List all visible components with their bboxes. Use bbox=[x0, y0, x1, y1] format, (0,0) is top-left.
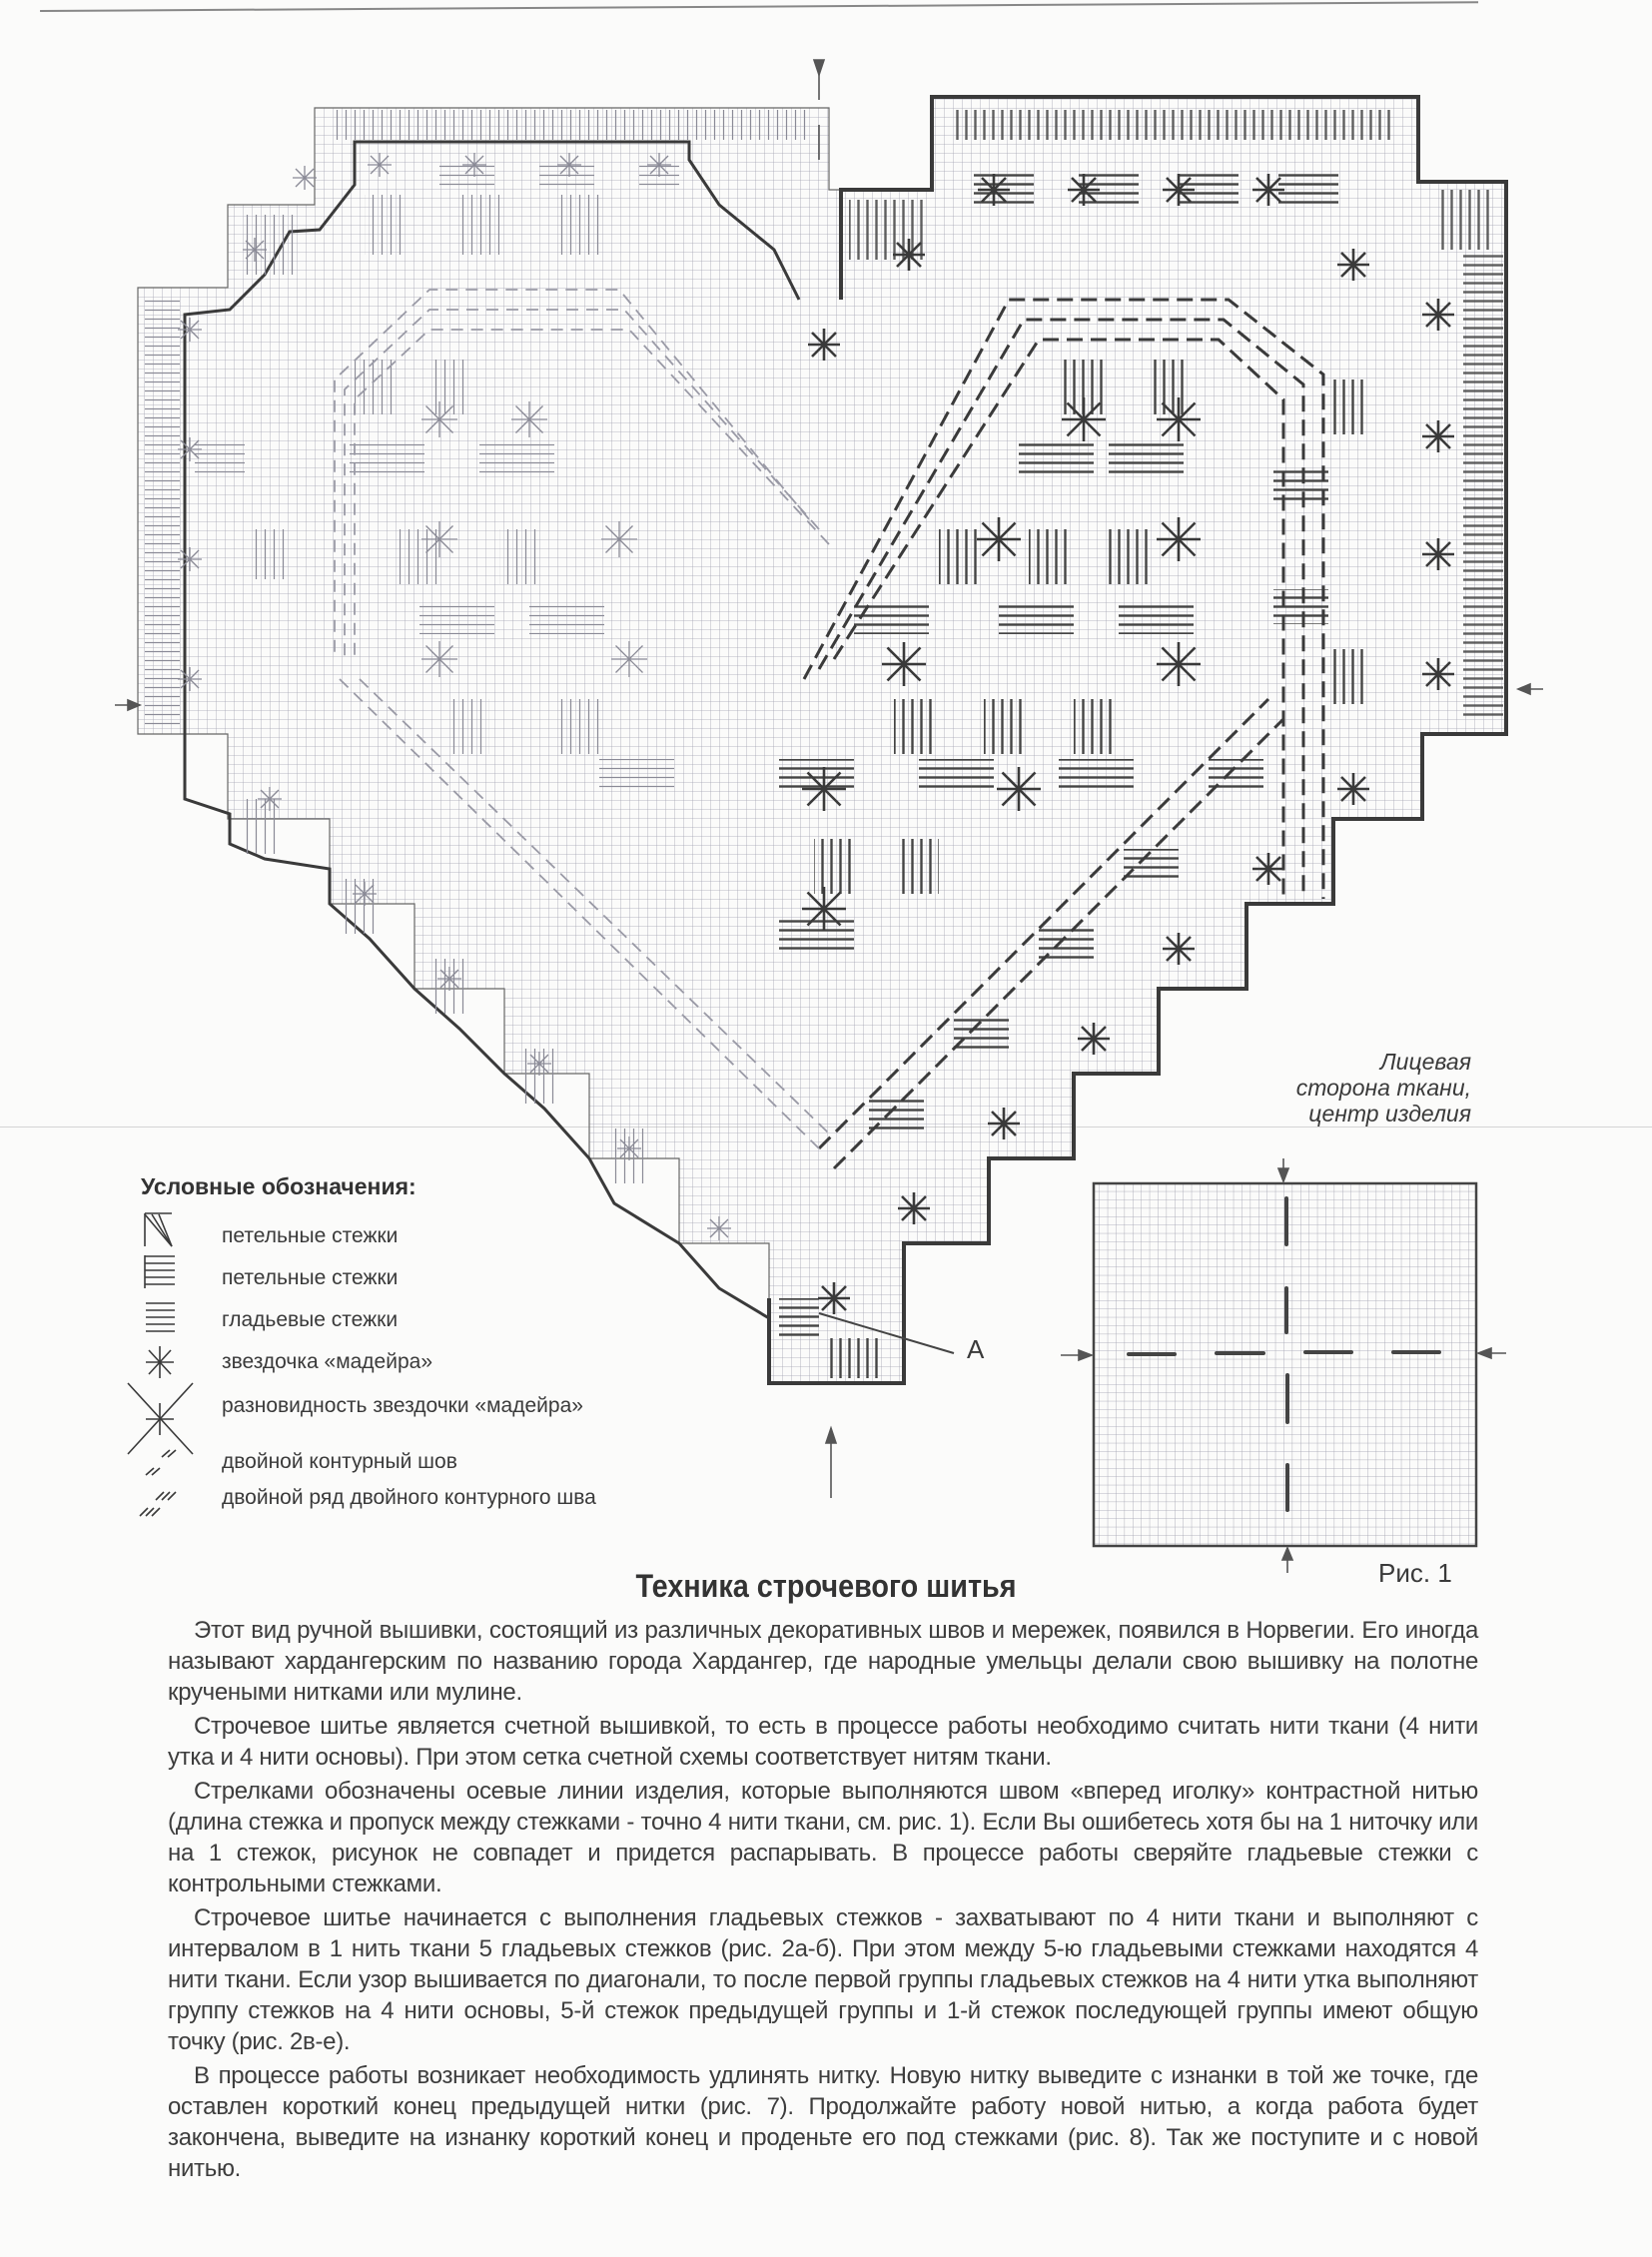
madeira-star-mark bbox=[898, 1192, 930, 1224]
madeira-star-mark bbox=[293, 166, 317, 190]
madeira-star-mark bbox=[437, 967, 461, 991]
madeira-star-mark bbox=[1422, 299, 1454, 331]
madeira-star-mark bbox=[893, 239, 925, 271]
caption-line: центр изделия bbox=[1308, 1101, 1471, 1127]
madeira-star-mark bbox=[178, 667, 202, 691]
madeira-star-mark bbox=[1337, 249, 1369, 281]
article-body bbox=[168, 1615, 1478, 2187]
caption-line: Лицевая bbox=[1379, 1049, 1471, 1075]
figure-1-grid bbox=[1061, 1158, 1506, 1573]
article-title: Техника строчевого шитья bbox=[635, 1568, 1017, 1604]
madeira-star-mark bbox=[1157, 397, 1201, 441]
madeira-star-mark bbox=[997, 767, 1041, 811]
madeira-star-mark bbox=[1157, 517, 1201, 561]
figure-1-caption bbox=[1229, 1049, 1471, 1127]
madeira-star-mark bbox=[1337, 773, 1369, 805]
figure-1-label: Рис. 1 bbox=[1378, 1558, 1452, 1588]
madeira-star-mark bbox=[1062, 397, 1106, 441]
madeira-star-mark bbox=[368, 153, 392, 177]
madeira-star-mark bbox=[557, 153, 581, 177]
madeira-star-mark bbox=[353, 882, 377, 906]
article-paragraph: Строчевое шитье является счетной вышивкой, то есть в процессе работы необходимо считать нити ткани (4 нити утка и 4 нити основы). При этом сетка счетной схемы соответствует нитям ткани. bbox=[168, 1713, 1478, 1771]
satin-stitch-icon bbox=[146, 1303, 175, 1331]
madeira-star-mark bbox=[818, 1282, 850, 1314]
madeira-star-mark bbox=[707, 1216, 731, 1240]
madeira-star-mark bbox=[1422, 420, 1454, 452]
madeira-star-mark bbox=[1078, 1023, 1110, 1055]
legend-item-madeira-star: звездочка «мадейра» bbox=[222, 1350, 433, 1373]
double-row-contour-icon bbox=[140, 1492, 176, 1516]
article-paragraph: Этот вид ручной вышивки, состоящий из различных декоративных швов и мережек, появился в Норвегии. Его иногда называют хардангерским по названию города Хардангер, где народные умельцы делали свою вышивку на полотне кручеными нитками или мулине. bbox=[168, 1617, 1478, 1706]
madeira-star-mark bbox=[611, 641, 647, 677]
double-contour-icon bbox=[146, 1450, 176, 1475]
madeira-star-variant-icon bbox=[128, 1383, 193, 1454]
madeira-star-mark bbox=[178, 437, 202, 461]
madeira-star-mark bbox=[243, 238, 267, 262]
fig1-arrow-bottom bbox=[1282, 1548, 1292, 1560]
madeira-star-mark bbox=[647, 153, 671, 177]
madeira-star-mark bbox=[617, 1136, 641, 1160]
madeira-star-mark bbox=[1422, 538, 1454, 570]
madeira-star-mark bbox=[1422, 658, 1454, 690]
article-paragraph: В процессе работы возникает необходимость удлинять нитку. Новую нитку выведите с изнанки в той же точке, где оставлен короткий конец предыдущей нитки (рис. 7). Продолжайте работу новой нитью, а когда работа будет закончена, выведите на изнанку короткий конец и проденьте его под стежками (рис. 8). Так же поступите и с новой нитью. bbox=[168, 2062, 1478, 2182]
madeira-star-mark bbox=[178, 547, 202, 571]
madeira-star-mark bbox=[988, 1108, 1020, 1139]
madeira-star-mark bbox=[1157, 642, 1201, 686]
madeira-star-mark bbox=[802, 887, 846, 931]
madeira-star-mark bbox=[462, 153, 486, 177]
buttonhole-corner-icon bbox=[145, 1213, 172, 1246]
fig1-arrow-top bbox=[1278, 1168, 1288, 1181]
buttonhole-edge-icon bbox=[145, 1255, 175, 1288]
legend-item-satin-stitch: гладьевые стежки bbox=[222, 1308, 399, 1331]
madeira-star-mark bbox=[882, 642, 926, 686]
madeira-star-mark bbox=[978, 174, 1010, 206]
madeira-star-mark bbox=[258, 787, 282, 811]
madeira-star-mark bbox=[421, 521, 457, 557]
madeira-star-mark bbox=[1252, 174, 1284, 206]
article-paragraph: Стрелками обозначены осевые линии изделия, которые выполняются швом «вперед иголку» контрастной нитью (длина стежка и пропуск между стежками - точно 4 нити ткани, см. рис. 1). Если Вы ошибетесь хотя бы на 1 ниточку или на 1 стежок, рисунок не совпадет и придется распарывать. В процессе работы сверяйте гладьевые стежки с контрольными стежками. bbox=[168, 1778, 1478, 1897]
madeira-star-mark bbox=[1252, 853, 1284, 885]
legend-item-double-row-contour: двойной ряд двойного контурного шва bbox=[222, 1486, 596, 1509]
madeira-star-mark bbox=[977, 517, 1021, 561]
madeira-star-mark bbox=[1163, 174, 1195, 206]
article-paragraph: Строчевое шитье начинается с выполнения гладьевых стежков - захватывают по 4 нити ткани и выполняют с интервалом в 1 нить ткани 5 гладьевых стежков (рис. 2а-б). При этом между 5-ю гладьевыми стежками находятся 4 нити ткани. Если узор вышивается по диагонали, то после первой группы гладьевых стежков на 4 нити утка выполняют группу стежков на 4 нити основы, 5-й стежок предыдущей группы и 1-й стежок последующей группы имеют общую точку (рис. 2в-е). bbox=[168, 1904, 1478, 2055]
legend-item-double-contour: двойной контурный шов bbox=[222, 1450, 457, 1473]
madeira-star-mark bbox=[527, 1052, 551, 1076]
legend-item-buttonhole-edge: петельные стежки bbox=[222, 1266, 399, 1289]
legend-title: Условные обозначения: bbox=[141, 1173, 416, 1199]
fig1-arrow-left bbox=[1079, 1350, 1092, 1360]
madeira-star-icon bbox=[146, 1346, 174, 1378]
madeira-star-mark bbox=[1068, 174, 1100, 206]
legend-item-buttonhole-corner: петельные стежки bbox=[222, 1224, 399, 1247]
madeira-star-mark bbox=[178, 318, 202, 342]
fig1-arrow-right bbox=[1478, 1348, 1491, 1358]
madeira-star-mark bbox=[802, 767, 846, 811]
legend-icons bbox=[128, 1213, 193, 1516]
madeira-star-mark bbox=[421, 401, 457, 437]
legend-item-madeira-star-variant: разновидность звездочки «мадейра» bbox=[222, 1394, 583, 1417]
madeira-star-mark bbox=[511, 401, 547, 437]
madeira-star-mark bbox=[601, 521, 637, 557]
madeira-star-mark bbox=[808, 329, 840, 361]
caption-line: сторона ткани, bbox=[1295, 1075, 1471, 1101]
madeira-star-mark bbox=[421, 641, 457, 677]
madeira-star-mark bbox=[1163, 933, 1195, 965]
point-a-label: A bbox=[967, 1334, 985, 1364]
